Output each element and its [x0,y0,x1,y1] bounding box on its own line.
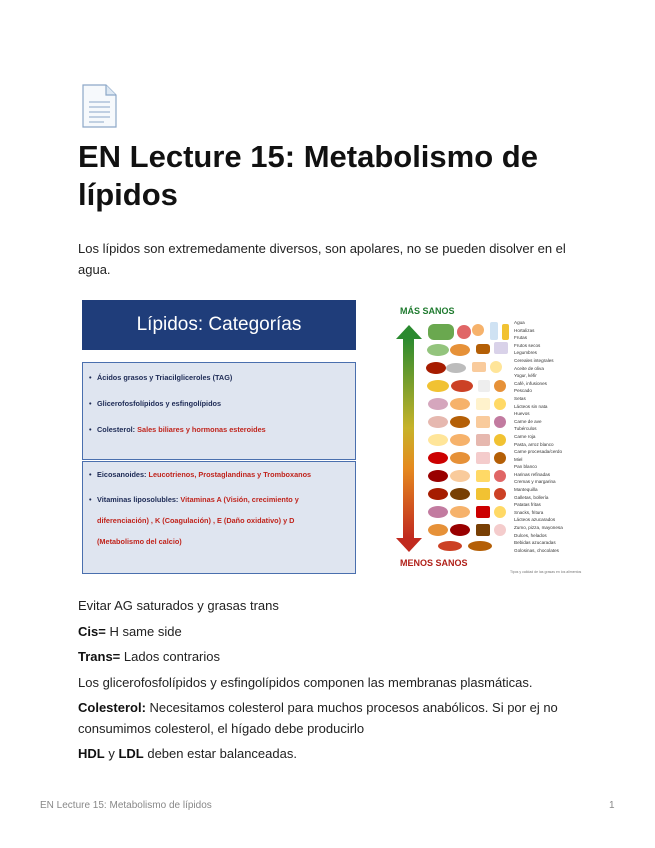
food-list-item: Lácteos sin nata [514,403,548,409]
paragraph-cholesterol: Colesterol: Necesitamos colesterol para muchos procesos anabólicos. Si por ej no consumimos colesterol, el hígado debe producirlo [78,700,558,736]
food-list-item: Cremas y margarina [514,479,556,485]
food-list-item: Yogur, kéfir [514,373,537,379]
document-icon [80,84,118,128]
food-list-item: Galletas, bollería [514,494,549,500]
food-health-pyramid [390,302,580,578]
food-list-item: Dulces, helados [514,532,547,538]
arrow-down-icon [396,538,422,552]
food-list-item: Miel [514,456,523,462]
bullet-eicosanoids: • Eicosanoides: Leucotrienos, Prostaglandinas y Tromboxanos [97,470,311,480]
bullet-fatty-acids: • Ácidos grasos y Triacilgliceroles (TAG) [97,373,232,383]
food-list-item: Lácteos azucarados [514,517,556,523]
paragraph-trans: Trans= Lados contrarios [78,649,221,664]
footer-title: EN Lecture 15: Metabolismo de lípidos [40,800,212,811]
food-list-item: Legumbres [514,350,537,356]
food-list-item: Carne roja [514,433,536,439]
arrow-up-icon [396,325,422,339]
paragraph-avoid-saturated: Evitar AG saturados y grasas trans [78,598,279,613]
food-list [514,319,563,554]
food-list-item: Huevos [514,411,530,417]
food-list-item: Pan blanco [514,464,537,470]
slide-box-2 [82,461,356,574]
food-list-item: Aceite de oliva [514,365,544,371]
food-list-item: Café, infusiones [514,380,547,386]
food-list-item: Tubérculos [514,426,537,432]
food-list-item: Golosinas, chocolates [514,547,559,553]
paragraph-cis: Cis= H same side [78,624,182,639]
bullet-glycerophospholipids: • Glicerofosfolípidos y esfingolípidos [97,399,221,409]
food-list-item: Patatas fritas [514,502,541,508]
pyramid-top-label: MÁS SANOS [400,306,455,316]
health-gradient-bar [403,338,414,538]
slide-title: Lípidos: Categorías [136,314,302,335]
paragraph-hdl-ldl: HDL y LDL deben estar balanceadas. [78,746,297,761]
paragraph-membranes: Los glicerofosfolípidos y esfingolípidos componen las membranas plasmáticas. [78,675,533,690]
food-list-item: Pasta, arroz blanco [514,441,554,447]
pyramid-caption: Tipos y calidad de las grasas en los alimentos [510,570,582,574]
food-list-item: Harinas refinadas [514,471,551,477]
lipid-categories-slide [80,298,358,576]
page-number: 1 [609,800,615,811]
slide-box-1 [82,362,356,460]
food-list-item: Mantequilla [514,487,538,493]
food-list-item: Zumo, pizza, mayonesa [514,525,563,531]
page-title: EN Lecture 15: Metabolismo de lípidos [78,139,538,212]
food-list-item: Carne procesada/cerdo [514,449,563,455]
bullet-cholesterol: • Colesterol: Sales biliares y hormonas esteroides [97,425,266,435]
food-list-item: Frutos secos [514,342,541,348]
food-list-item: Carne de ave [514,418,542,424]
food-list-item: Setas [514,395,526,401]
food-list-item: Cereales integrales [514,357,554,363]
food-illustrations [424,320,514,552]
slide-header [82,300,356,350]
food-list-item: Agua [514,320,525,325]
food-list-item: Frutas [514,335,528,341]
food-list-item: Snacks, fritura [514,509,544,515]
bullet-vitamins: • Vitaminas liposolubles: Vitaminas A (Visión, crecimiento y diferenciación) , K (Coagulación) , E (Daño oxidativo) y D (Metabolismo del calcio) [97,495,347,547]
food-list-item: Hortalizas [514,327,535,333]
pyramid-bottom-label: MENOS SANOS [400,558,468,568]
intro-paragraph: Los lípidos son extremedamente diversos, son apolares, no se pueden disolver en el agua. [78,241,566,277]
food-list-item: Pescado [514,388,532,394]
food-list-item: Bebidas azucaradas [514,540,556,546]
